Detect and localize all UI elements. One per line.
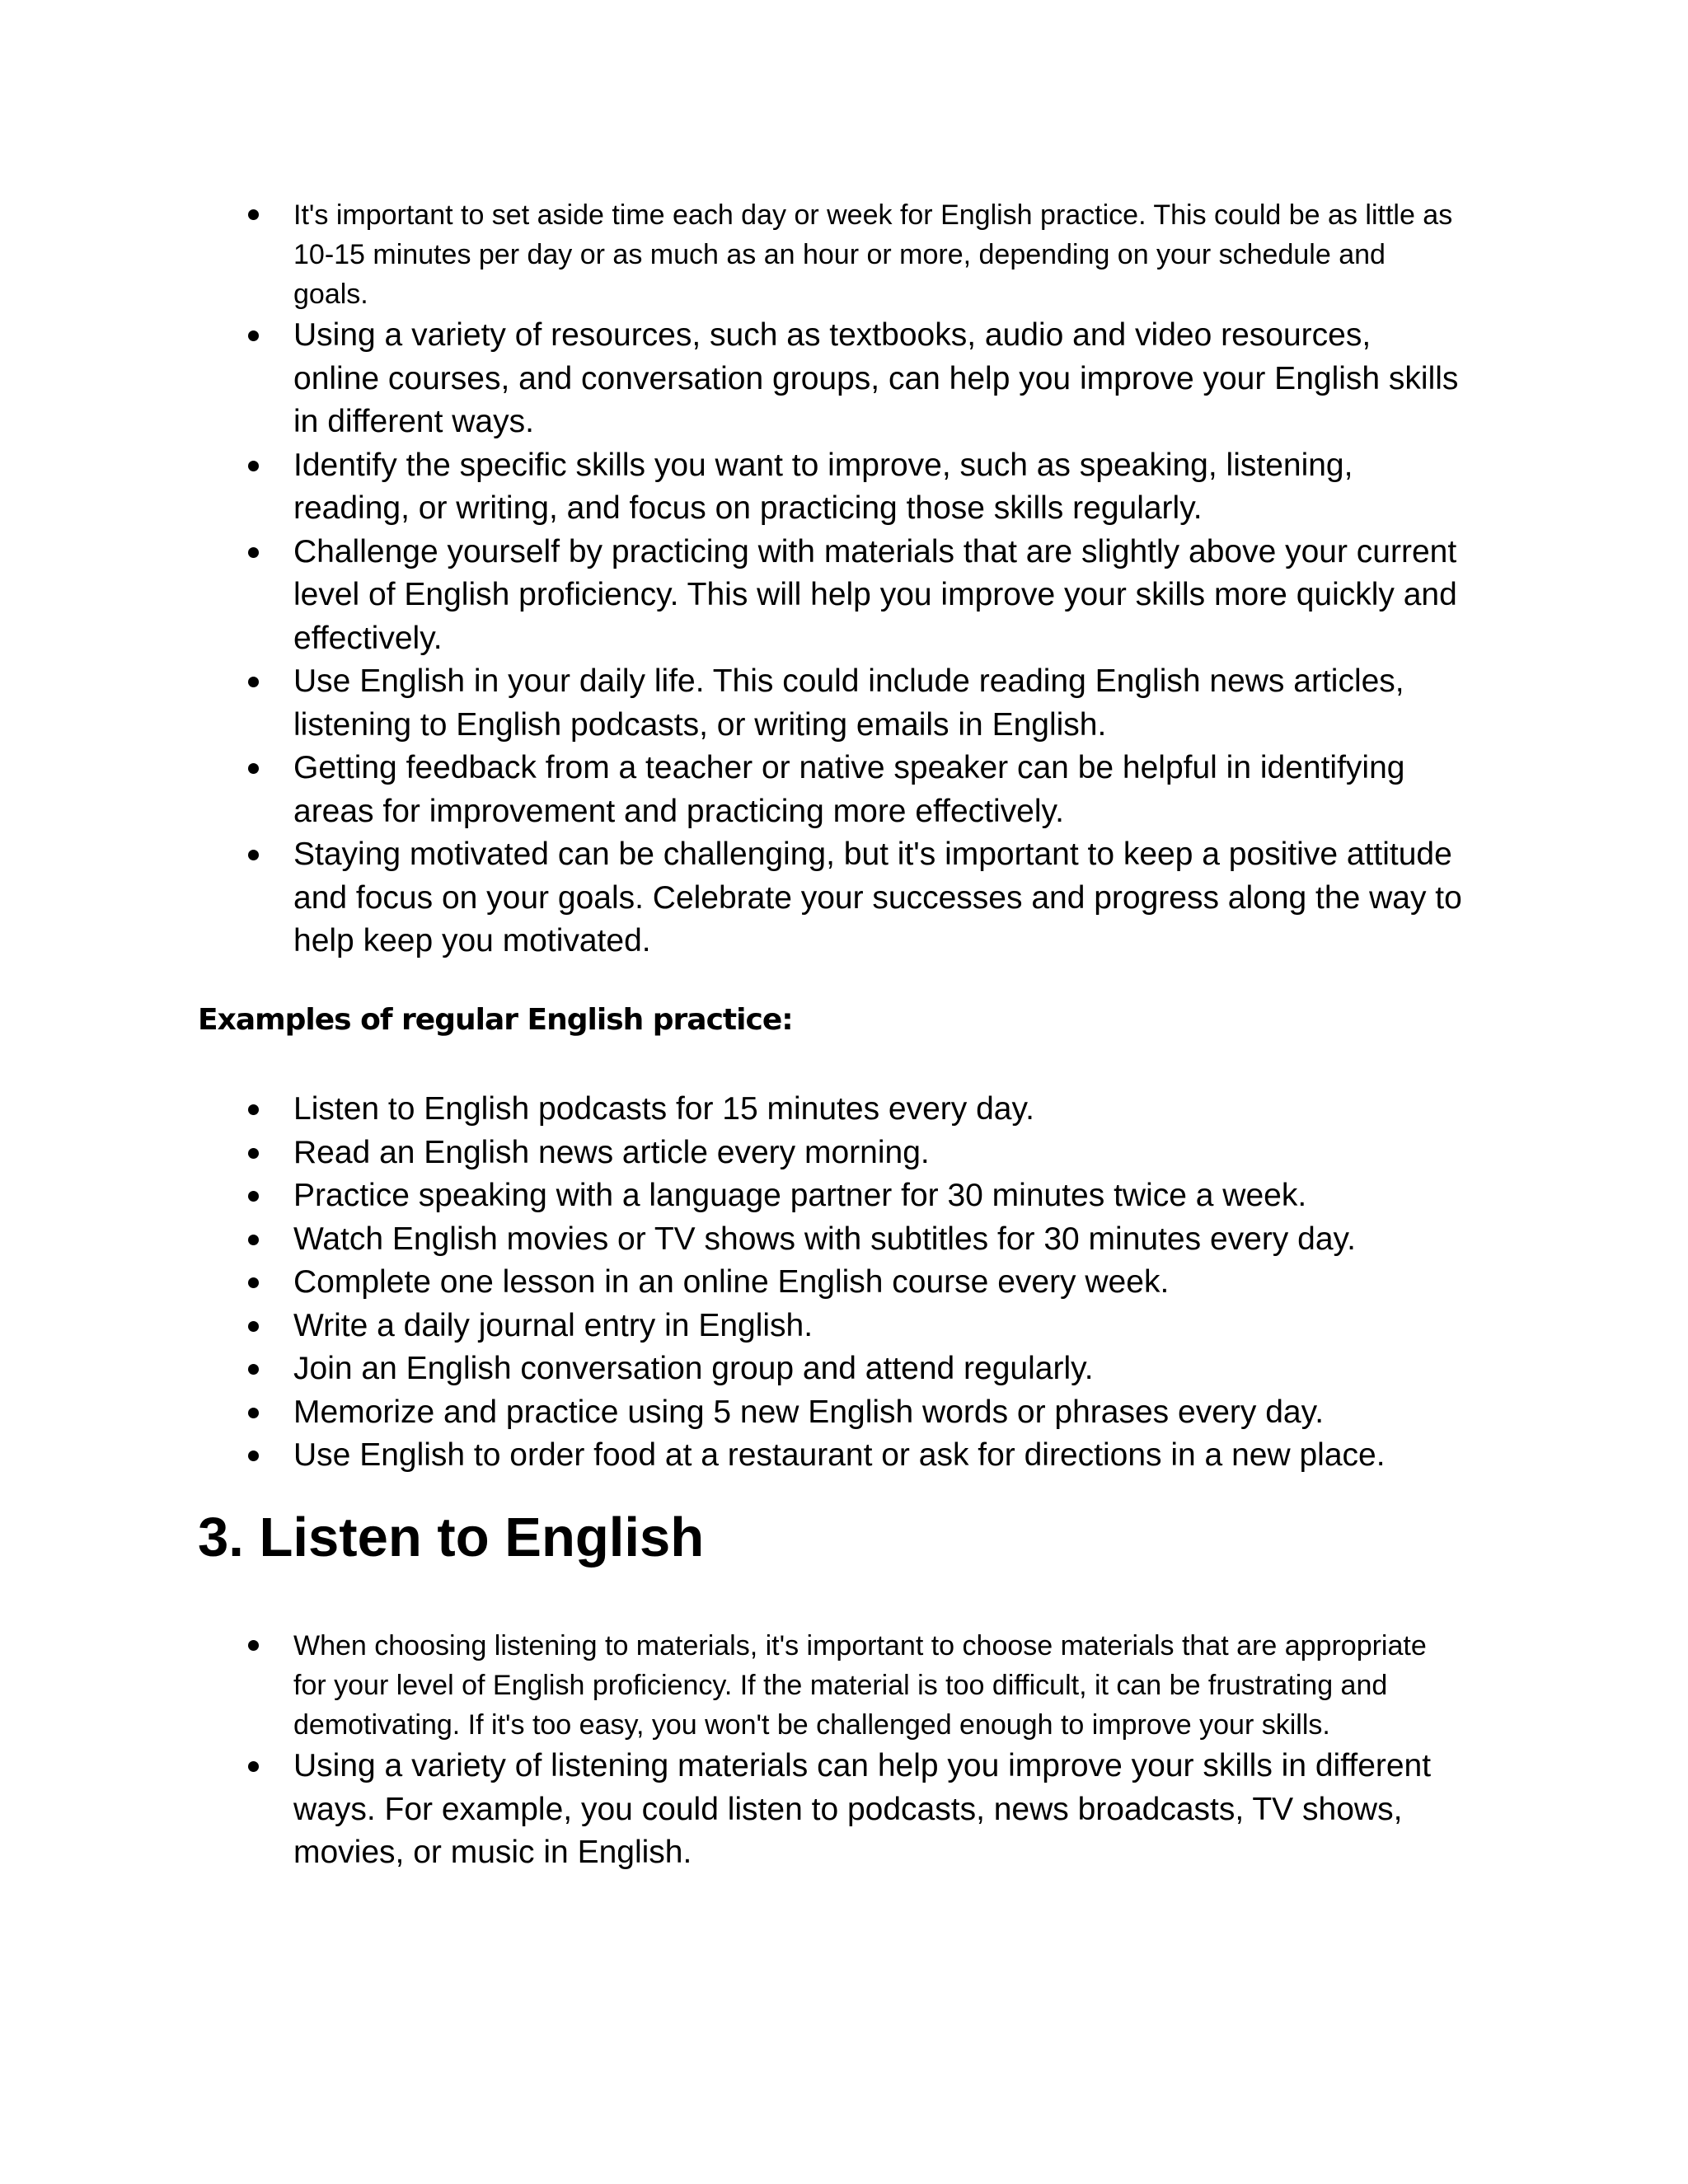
list-item	[0, 833, 1688, 963]
bullet-icon	[248, 1408, 259, 1418]
list-item-text: It's important to set aside time each day or week for English practice. This could be as little as 10-15 minutes per day or as much as an hour or more, depending on your schedule and goals.	[293, 199, 1453, 310]
bullet-icon	[248, 1761, 259, 1772]
bullet-icon	[248, 330, 259, 341]
list-item-text: When choosing listening to materials, it's important to choose materials that are appropriate for your level of English proficiency. If the material is too difficult, it can be frustrating and demotivating. If it's too easy, you won't be challenged enough to improve your skills.	[293, 1630, 1427, 1741]
list-item-text: Staying motivated can be challenging, but it's important to keep a positive attitude and focus on your goals. Celebrate your successes and progress along the way to help keep you motivated.	[293, 837, 1462, 958]
list-item-text: Use English to order food at a restaurant or ask for directions in a new place.	[293, 1437, 1386, 1473]
list-item	[0, 1347, 1688, 1391]
list-item	[0, 1626, 1688, 1745]
bullet-icon	[248, 547, 259, 558]
list-item	[0, 1391, 1688, 1435]
bullet-icon	[248, 1451, 259, 1461]
list-item	[0, 1745, 1688, 1875]
practice-tips-list	[0, 195, 1688, 963]
list-item-text: Write a daily journal entry in English.	[293, 1307, 814, 1343]
bullet-icon	[248, 1364, 259, 1375]
bullet-icon	[248, 1321, 259, 1332]
list-item-text: Use English in your daily life. This could include reading English news articles, listening to English podcasts, or writing emails in English.	[293, 663, 1404, 743]
bullet-icon	[248, 209, 259, 220]
bullet-icon	[248, 461, 259, 471]
list-item-text: Join an English conversation group and attend regularly.	[293, 1351, 1094, 1386]
list-item	[0, 1132, 1688, 1175]
list-item	[0, 1305, 1688, 1348]
list-item	[0, 195, 1688, 314]
bullet-icon	[248, 850, 259, 860]
list-item-text: Complete one lesson in an online English course every week.	[293, 1264, 1170, 1300]
list-item-text: Read an English news article every morning.	[293, 1134, 930, 1170]
list-item-text: Listen to English podcasts for 15 minutes every day.	[293, 1091, 1034, 1127]
bullet-icon	[248, 1191, 259, 1202]
list-item-text: Memorize and practice using 5 new English words or phrases every day.	[293, 1394, 1325, 1430]
list-item	[0, 1174, 1688, 1218]
examples-heading: Examples of regular English practice:	[198, 1003, 793, 1037]
listening-tips-list	[0, 1626, 1688, 1875]
list-item-text: Practice speaking with a language partner for 30 minutes twice a week.	[293, 1178, 1307, 1213]
list-item-text: Getting feedback from a teacher or native speaker can be helpful in identifying areas for improvement and practicing more effectively.	[293, 750, 1405, 829]
bullet-icon	[248, 677, 259, 687]
list-item	[0, 1261, 1688, 1305]
list-item-text: Identify the specific skills you want to improve, such as speaking, listening, reading, or writing, and focus on practicing those skills regularly.	[293, 447, 1353, 526]
section-heading: 3. Listen to English	[198, 1507, 705, 1568]
list-item	[0, 1088, 1688, 1132]
bullet-icon	[248, 1640, 259, 1651]
list-item-text: Watch English movies or TV shows with subtitles for 30 minutes every day.	[293, 1221, 1356, 1257]
list-item	[0, 1434, 1688, 1478]
list-item	[0, 314, 1688, 444]
examples-list	[0, 1088, 1688, 1478]
list-item	[0, 1218, 1688, 1262]
list-item-text: Using a variety of resources, such as textbooks, audio and video resources, online courses, and conversation groups, can help you improve your English skills in different ways.	[293, 317, 1459, 439]
list-item-text: Using a variety of listening materials can help you improve your skills in different ways. For example, you could listen to podcasts, news broadcasts, TV shows, movies, or music in English.	[293, 1748, 1432, 1870]
bullet-icon	[248, 1235, 259, 1245]
list-item-text: Challenge yourself by practicing with materials that are slightly above your current level of English proficiency. This will help you improve your skills more quickly and effectively.	[293, 533, 1457, 656]
bullet-icon	[248, 1148, 259, 1159]
list-item	[0, 444, 1688, 531]
list-item	[0, 531, 1688, 661]
list-item	[0, 660, 1688, 747]
bullet-icon	[248, 763, 259, 774]
bullet-icon	[248, 1277, 259, 1288]
list-item	[0, 747, 1688, 833]
bullet-icon	[248, 1104, 259, 1115]
